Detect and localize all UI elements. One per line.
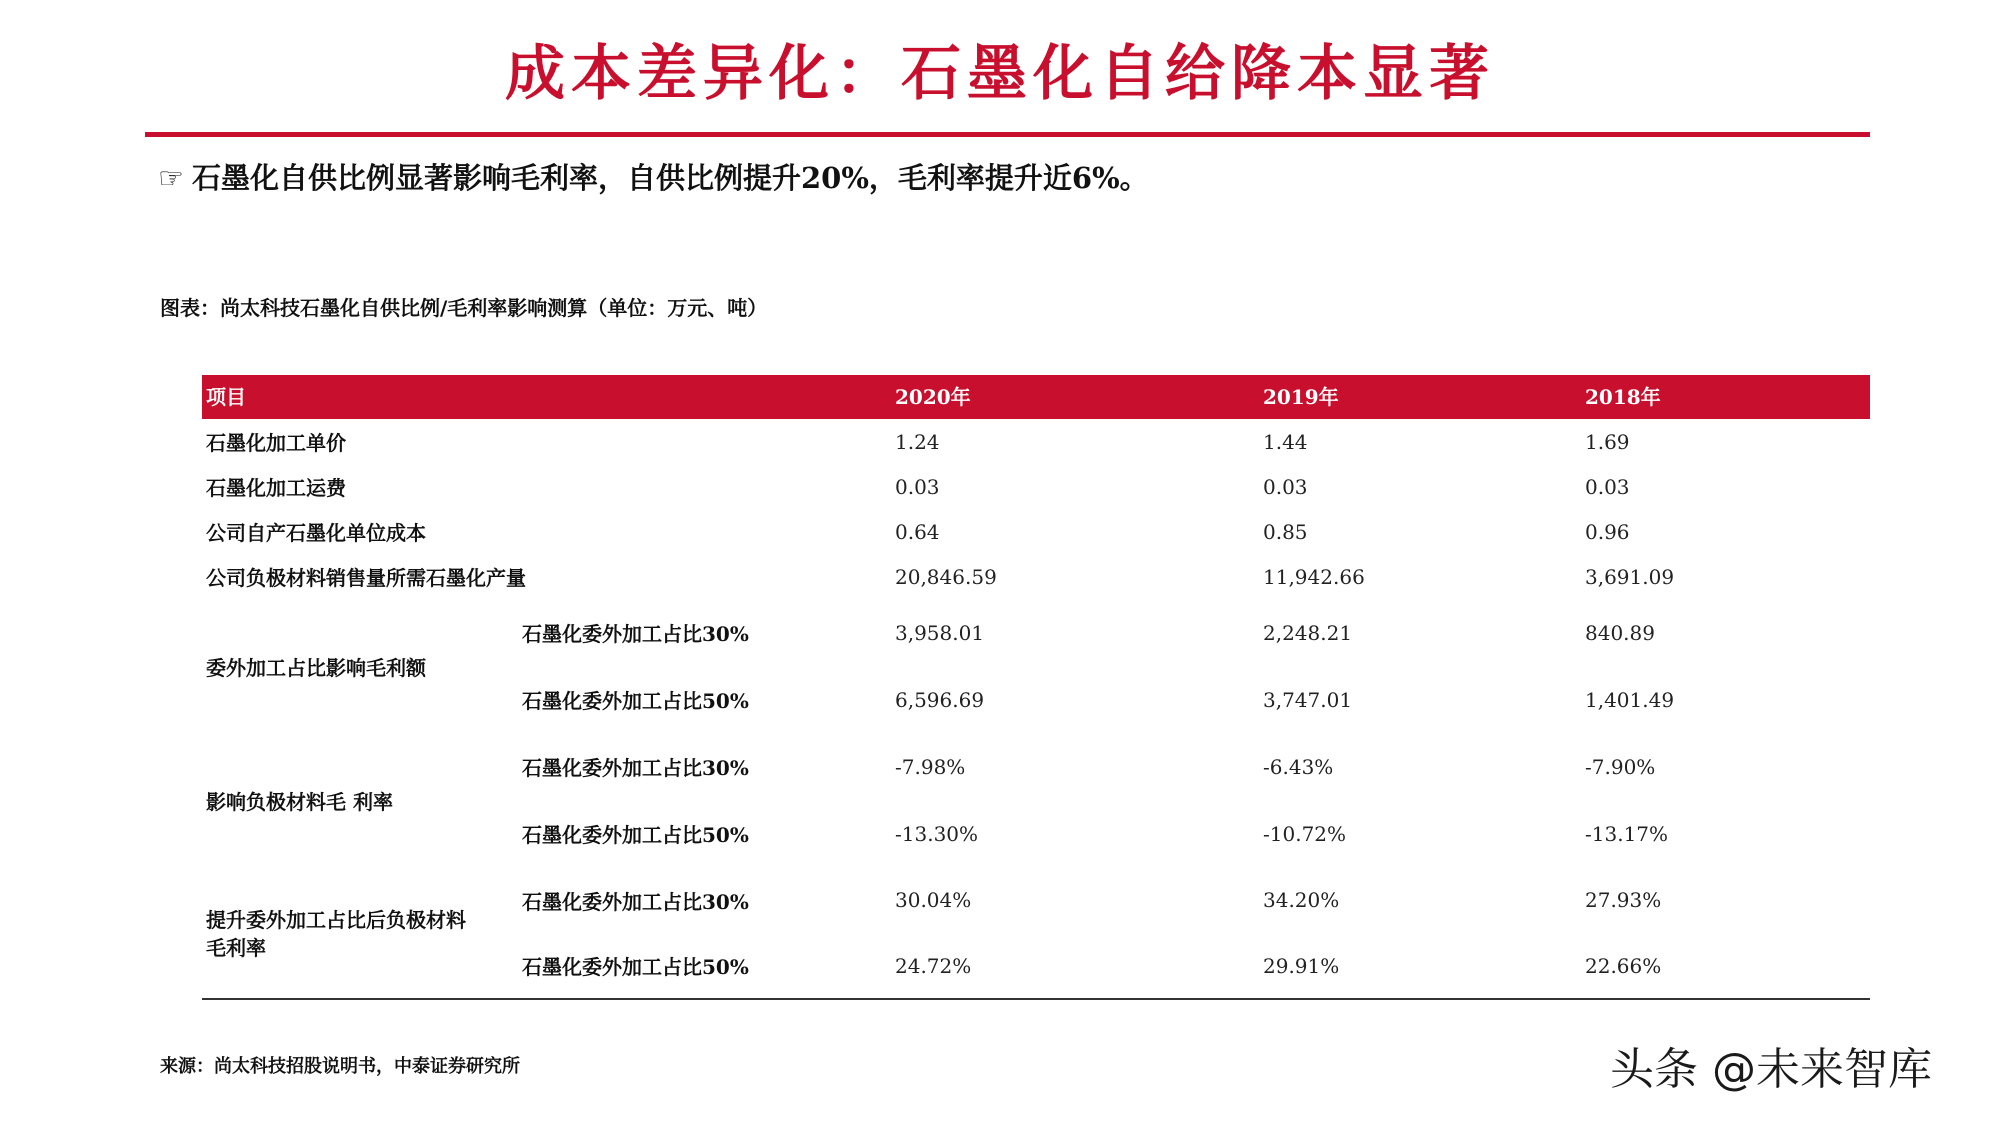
value-2018: 1.69 <box>1585 429 1630 454</box>
sub-row-label: 石墨化委外加工占比50% <box>522 955 749 979</box>
watermark: 头条 @未来智库 <box>1610 1044 1932 1095</box>
value-2019: 0.03 <box>1263 474 1308 499</box>
key-point-text: 石墨化自供比例显著影响毛利率，自供比例提升20%，毛利率提升近6%。 <box>192 161 1149 195</box>
header-2020: 2020年 <box>895 385 971 409</box>
value-2020: 6,596.69 <box>895 687 985 712</box>
group-label-line: 毛利率 <box>206 936 266 960</box>
table-row <box>202 554 1870 599</box>
row-label: 公司负极材料销售量所需石墨化产量 <box>206 566 526 590</box>
value-2020: 0.64 <box>895 519 940 544</box>
header-2018: 2018年 <box>1585 385 1661 409</box>
value-2020: 20,846.59 <box>895 564 997 589</box>
value-2019: 11,942.66 <box>1263 564 1365 589</box>
table-row <box>202 419 1870 464</box>
table-caption: 图表：尚太科技石墨化自供比例/毛利率影响测算（单位：万元、吨） <box>160 296 768 320</box>
header-2019: 2019年 <box>1263 385 1339 409</box>
group-label: 影响负极材料毛 利率 <box>206 789 393 814</box>
data-table <box>202 375 1870 1000</box>
source-note: 来源：尚太科技招股说明书，中泰证券研究所 <box>160 1056 520 1077</box>
value-2019: 1.44 <box>1263 429 1308 454</box>
value-2020: 30.04% <box>895 888 972 912</box>
value-2019: -6.43% <box>1263 754 1334 779</box>
value-2018: 840.89 <box>1585 620 1655 645</box>
value-2018: 22.66% <box>1585 953 1662 978</box>
sub-row-label: 石墨化委外加工占比50% <box>522 689 749 713</box>
pointing-hand-icon: ☞ <box>158 161 184 195</box>
value-2019: -10.72% <box>1263 821 1347 846</box>
group-label-line: 提升委外加工占比后负极材料 <box>206 908 466 932</box>
table-row <box>202 933 1870 998</box>
page-title: 成本差异化：石墨化自给降本显著 <box>505 39 1495 109</box>
sub-row-label: 石墨化委外加工占比30% <box>522 889 749 914</box>
value-2018: -7.90% <box>1585 754 1656 779</box>
table-row <box>202 800 1870 867</box>
header-item: 项目 <box>206 385 246 409</box>
value-2020: -13.30% <box>895 821 979 846</box>
title-divider <box>145 132 1870 137</box>
value-2018: -13.17% <box>1585 821 1669 846</box>
value-2020: 24.72% <box>895 953 972 978</box>
table-row <box>202 666 1870 733</box>
table-header <box>202 375 1870 419</box>
value-2019: 29.91% <box>1263 953 1340 978</box>
sub-row-label: 石墨化委外加工占比30% <box>522 756 749 780</box>
value-2018: 0.96 <box>1585 519 1630 544</box>
value-2020: 0.03 <box>895 474 940 499</box>
value-2018: 0.03 <box>1585 474 1630 499</box>
row-label: 石墨化加工单价 <box>206 431 346 455</box>
table-row <box>202 509 1870 554</box>
value-2020: -7.98% <box>895 754 966 779</box>
row-label: 公司自产石墨化单位成本 <box>206 521 426 545</box>
value-2018: 3,691.09 <box>1585 564 1675 589</box>
table-row <box>202 599 1870 666</box>
table-row <box>202 464 1870 509</box>
table-bottom-rule <box>202 998 1870 1000</box>
value-2019: 2,248.21 <box>1263 620 1353 645</box>
row-label: 石墨化加工运费 <box>206 476 346 500</box>
key-point <box>158 158 1149 198</box>
group-label: 委外加工占比影响毛利额 <box>206 655 426 680</box>
value-2019: 0.85 <box>1263 519 1308 544</box>
table-row <box>202 867 1870 933</box>
value-2020: 1.24 <box>895 429 940 454</box>
table-row <box>202 733 1870 800</box>
value-2018: 27.93% <box>1585 888 1662 912</box>
value-2020: 3,958.01 <box>895 620 985 645</box>
value-2019: 3,747.01 <box>1263 687 1353 712</box>
value-2019: 34.20% <box>1263 888 1340 912</box>
sub-row-label: 石墨化委外加工占比50% <box>522 823 749 847</box>
sub-row-label: 石墨化委外加工占比30% <box>522 622 749 646</box>
value-2018: 1,401.49 <box>1585 687 1675 712</box>
